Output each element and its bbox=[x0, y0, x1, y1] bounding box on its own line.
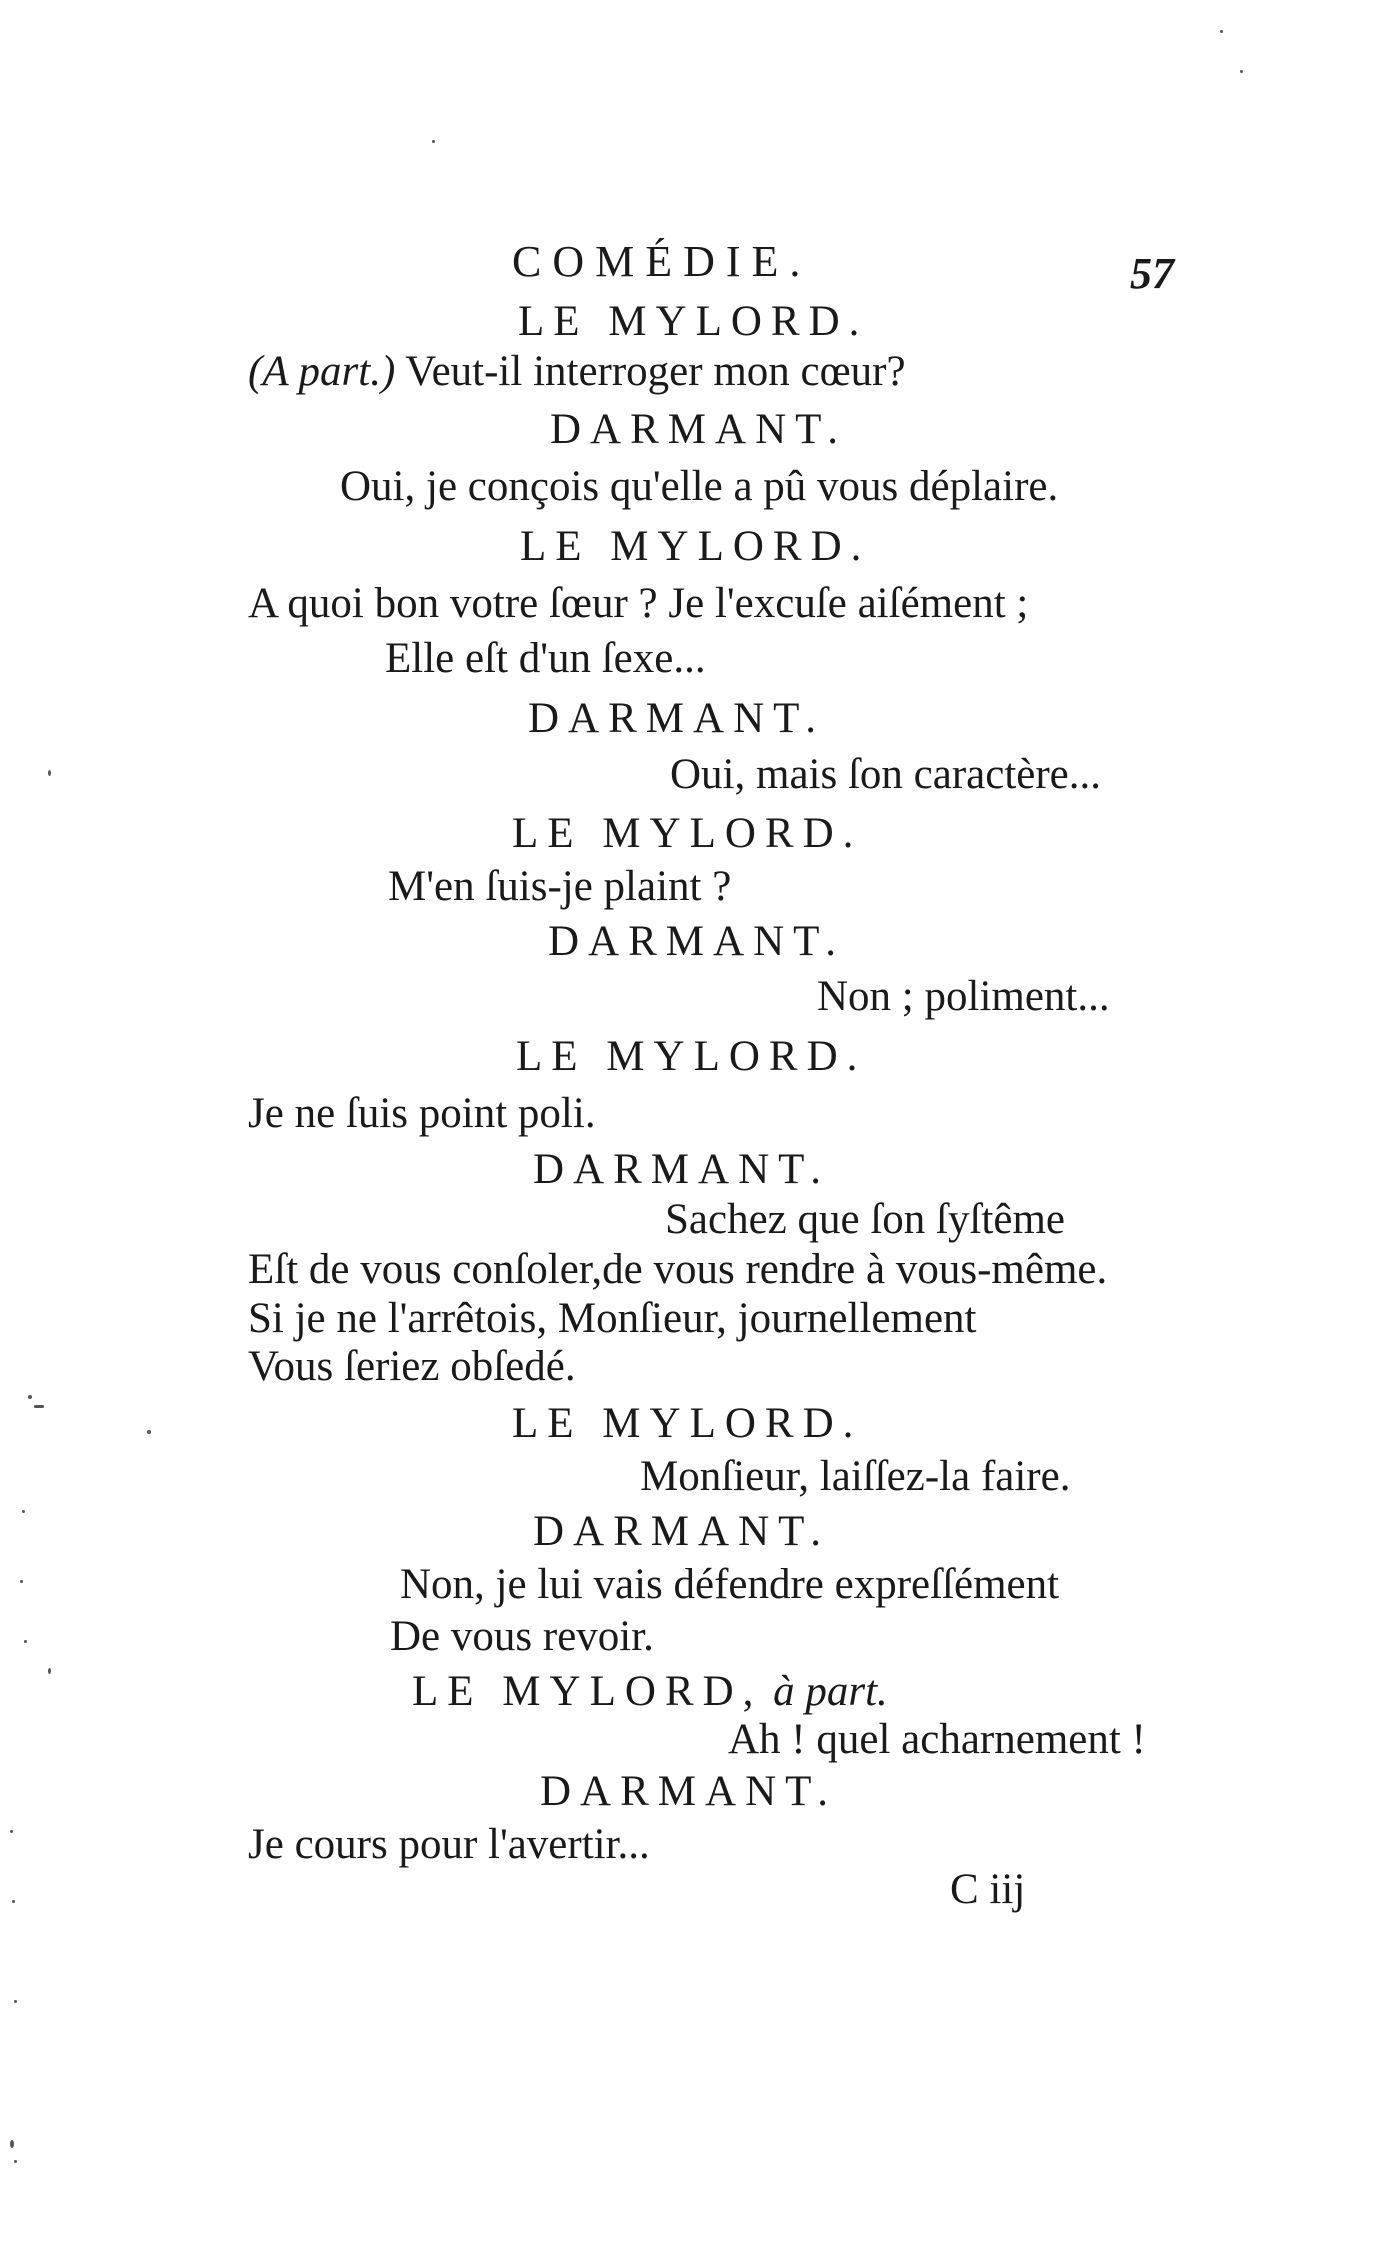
scan-speck bbox=[12, 1900, 15, 1903]
verse-line: Si je ne l'arrêtois, Monſieur, journellement bbox=[248, 1295, 977, 1342]
speaker-name: DARMANT. bbox=[540, 1768, 837, 1815]
verse-line: Vous ſeriez obſedé. bbox=[248, 1343, 576, 1390]
scan-speck bbox=[48, 770, 51, 776]
speaker-name: LE MYLORD. bbox=[516, 1033, 867, 1080]
verse-line: Non, je lui vais défendre expreſſément bbox=[400, 1561, 1060, 1608]
speaker-name: LE MYLORD. bbox=[520, 523, 871, 570]
signature-mark: C iij bbox=[950, 1866, 1026, 1913]
speaker-name: DARMANT. bbox=[533, 1508, 830, 1555]
scan-speck bbox=[34, 1405, 44, 1408]
verse-line: De vous revoir. bbox=[390, 1613, 654, 1660]
speaker-name: DARMANT. bbox=[528, 695, 825, 742]
speaker-name: DARMANT. bbox=[550, 406, 847, 453]
verse-line: Ah ! quel acharnement ! bbox=[728, 1716, 1146, 1763]
scan-speck bbox=[22, 1510, 25, 1513]
verse-line: Non ; poliment... bbox=[817, 973, 1110, 1020]
verse-line: M'en ſuis-je plaint ? bbox=[388, 863, 732, 910]
speaker-name: LE MYLORD. bbox=[512, 810, 863, 857]
verse-line: A quoi bon votre ſœur ? Je l'excuſe aiſément ; bbox=[248, 580, 1029, 627]
speaker-name: LE MYLORD. bbox=[512, 1400, 863, 1447]
page-number: 57 bbox=[1130, 249, 1174, 298]
speaker-name: LE MYLORD. bbox=[518, 298, 869, 345]
speaker-name: DARMANT. bbox=[533, 1146, 830, 1193]
scan-speck bbox=[1220, 30, 1223, 33]
speaker-name: DARMANT. bbox=[548, 918, 845, 965]
scan-speck bbox=[24, 1640, 27, 1643]
verse-line: Je cours pour l'avertir... bbox=[248, 1821, 650, 1868]
scan-speck bbox=[432, 140, 435, 143]
verse-line: Sachez que ſon ſyſtême bbox=[665, 1196, 1065, 1243]
scan-speck bbox=[14, 2000, 17, 2003]
scan-speck bbox=[1240, 70, 1243, 73]
verse-line bbox=[248, 350, 906, 393]
speaker-name bbox=[412, 1670, 888, 1713]
scan-speck bbox=[48, 1668, 51, 1674]
running-title: COMÉDIE. bbox=[512, 237, 812, 286]
stage-direction: à part. bbox=[762, 1668, 888, 1715]
scan-speck bbox=[10, 2140, 14, 2148]
scan-speck bbox=[10, 1830, 13, 1833]
verse-line: Oui, je conçois qu'elle a pû vous déplaire. bbox=[340, 463, 1059, 510]
verse-line: Eſt de vous conſoler,de vous rendre à vous-même. bbox=[248, 1246, 1108, 1293]
stage-direction: (A part.) bbox=[248, 348, 396, 395]
scan-speck bbox=[14, 2160, 17, 2163]
verse-line: Oui, mais ſon caractère... bbox=[670, 751, 1102, 798]
speaker-name-text: LE MYLORD, bbox=[412, 1668, 763, 1715]
verse-line: Elle eſt d'un ſexe... bbox=[385, 635, 706, 682]
scan-speck bbox=[20, 1580, 23, 1583]
verse-line: Monſieur, laiſſez-la faire. bbox=[640, 1453, 1071, 1500]
scan-speck bbox=[147, 1430, 151, 1434]
scan-speck bbox=[28, 1395, 32, 1399]
verse-line: Je ne ſuis point poli. bbox=[248, 1090, 596, 1137]
verse-text: Veut-il interroger mon cœur? bbox=[395, 348, 906, 395]
